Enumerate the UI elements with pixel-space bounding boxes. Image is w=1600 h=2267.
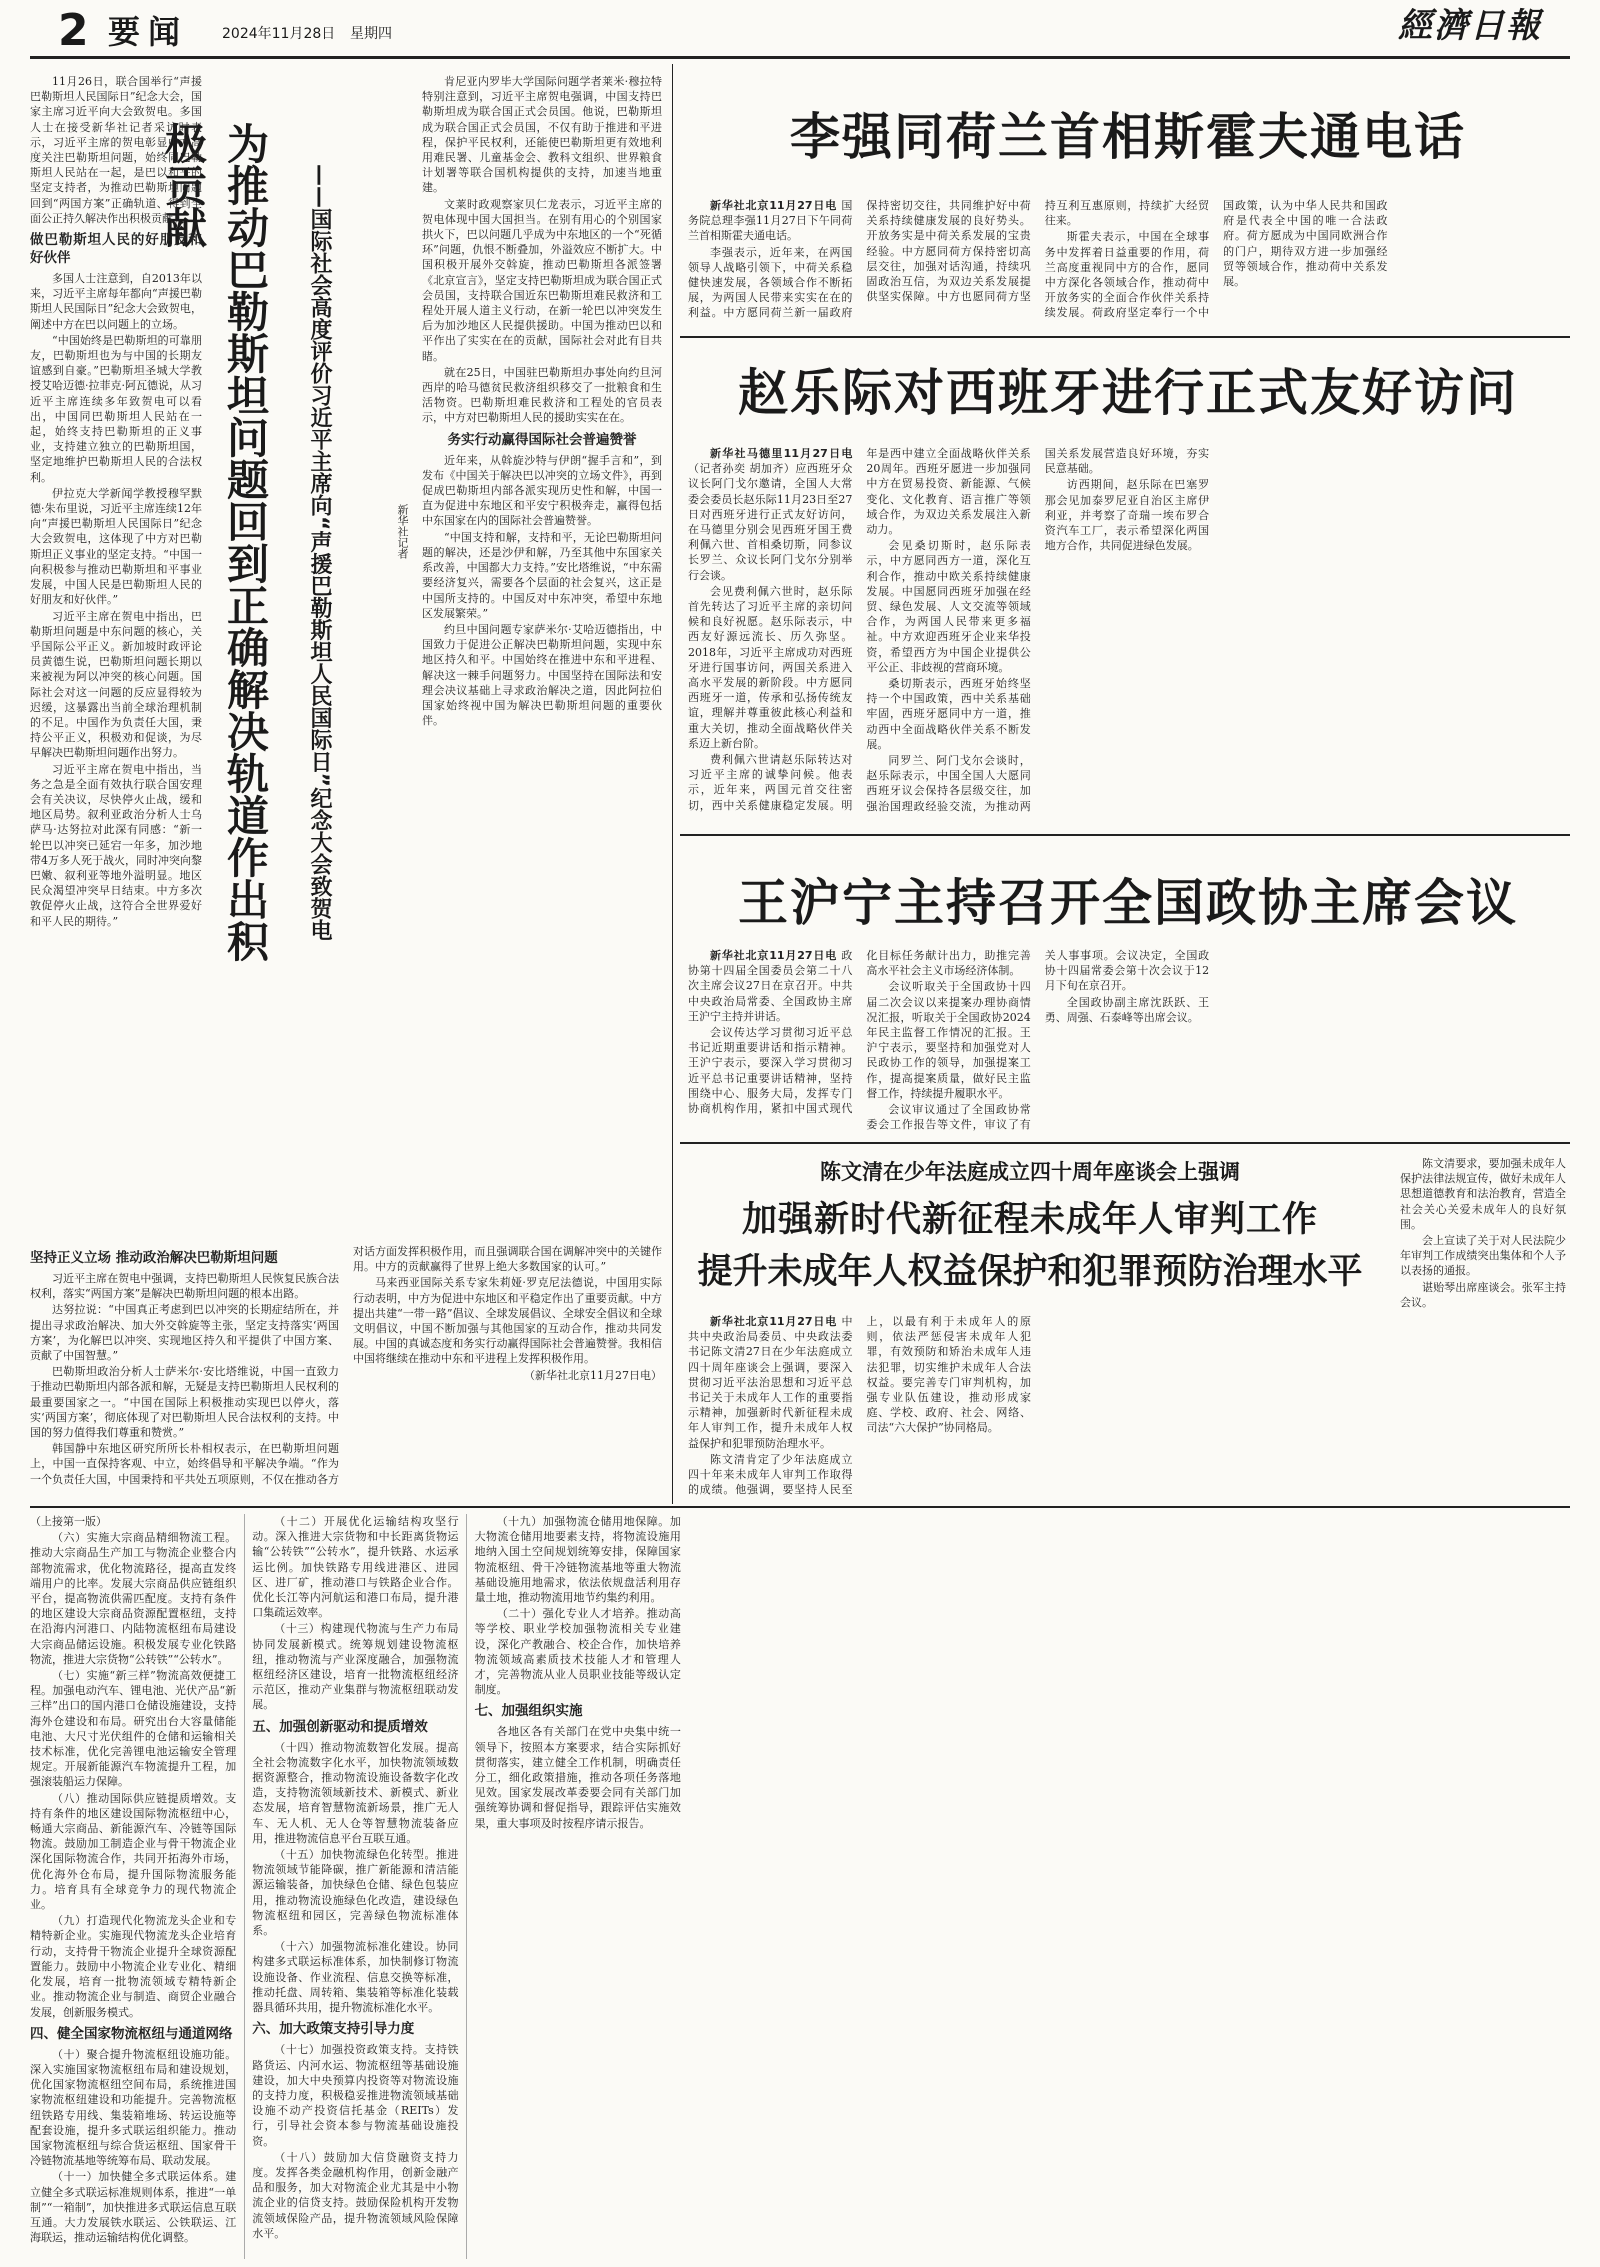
left-column-1 bbox=[30, 74, 202, 1234]
wang-paragraph: 会议传达学习贯彻习近平总书记近期重要讲话和指示精神。王沪宁表示，要深入学习贯彻习近平总书记重要讲话精神，坚持围绕中心、服务大局，发挥专门协商机构作用，紧扣中国式现代化目标任务献计出力，助推完善高水平社会主义市场经济体制。 bbox=[688, 949, 1031, 1116]
left-paragraph: 肯尼亚内罗毕大学国际问题学者莱米·穆拉特特别注意到，习近平主席贺电强调，中国支持巴勒斯坦成为联合国正式会员国。他说，巴勒斯坦成为联合国正式会员国，不仅有助于推进和平进程，保护平民权利，还能使巴勒斯坦更有效地利用难民署、儿童基金会、教科文组织、世界粮食计划署等联合国机构提供的支持，加速当地重建。 bbox=[422, 75, 662, 195]
left-paragraph: 达努拉说：“中国真正考虑到巴以冲突的长期症结所在，并提出寻求政治解决、加大外交斡旋等主张，坚定支持落实‘两国方案’，为化解巴以冲突、实现地区持久和平提供了中国方案、贡献了中国智慧。” bbox=[30, 1303, 339, 1363]
left-paragraph: 伊拉克大学新闻学教授穆罕默德·朱布里说，习近平主席连续12年向“声援巴勒斯坦人民国际日”纪念大会致贺电，这体现了中方对巴勒斯坦正义事业的坚定支持。“中国一向积极参与推动巴勒斯坦和平事业发展，中国人民是巴勒斯坦人民的好朋友和好伙伴。” bbox=[30, 486, 202, 607]
chen-paragraph: 谌贻琴出席座谈会。张军主持会议。 bbox=[1400, 1280, 1566, 1309]
masthead bbox=[0, 0, 1600, 62]
bottom-paragraph: （十九）加强物流仓储用地保障。加大物流仓储用地要素支持，将物流设施用地纳入国土空间规划统筹安排，保障国家物流枢纽、骨干冷链物流基地等重大物流基础设施用地需求，依法依规盘活利用存量土地，推动物流用地节约集约利用。 bbox=[474, 1515, 681, 1605]
left-bottom-block bbox=[30, 1244, 662, 1499]
bottom-intro: （上接第一版） bbox=[30, 1515, 107, 1528]
wang-paragraph: 会议审议通过了全国政协常委会工作报告等文件，审议了有关人事事项。会议决定，全国政协十四届常委会第十次会议于12月下旬在京召开。 bbox=[866, 949, 1210, 1132]
li-body bbox=[688, 198, 1566, 328]
article-zhao-leji bbox=[680, 342, 1570, 832]
wang-headline: 王沪宁主持召开全国政协主席会议 bbox=[738, 874, 1518, 932]
left-paragraph: “中国始终是巴勒斯坦的可靠朋友，巴勒斯坦也为与中国的长期友谊感到自豪。”巴勒斯坦圣城大学教授艾哈迈德·拉菲克·阿瓦德说，从习近平主席连续多年致贺电可以看出，中国同巴勒斯坦人民站在一起，始终支持巴勒斯坦的正义事业，支持建立独立的巴勒斯坦国，坚定地维护巴勒斯坦人民的合法权利。 bbox=[30, 333, 202, 484]
wang-body bbox=[688, 948, 1566, 1136]
issue-date: 2024年11月28日 bbox=[222, 26, 336, 42]
bottom-paragraph: （十五）加快物流绿色化转型。推进物流领域节能降碳，推广新能源和清洁能源运输装备，加快绿色仓储、绿色包装应用，推动物流设施绿色化改造，建设绿色物流枢纽和园区，完善绿色物流标准体系。 bbox=[252, 1848, 459, 1938]
left-paragraph: 马来西亚国际关系专家朱莉娅·罗克尼法德说，中国用实际行动表明，中方为促进中东地区和平稳定作出了重要贡献。中方提出共建“一带一路”倡议、全球发展倡议、全球安全倡议和全球文明倡议，中国不断加强与其他国家的互动合作，推动共同发展。中国的真诚态度和务实行动赢得国际社会普遍赞誉。我相信中国将继续在推动中东和平进程上发挥积极作用。 bbox=[353, 1276, 662, 1366]
divider-wang bbox=[680, 1142, 1570, 1144]
left-footer: （新华社北京11月27日电） bbox=[524, 1368, 662, 1382]
bottom-paragraph: （十一）加快健全多式联运体系。建立健全多式联运标准规则体系，推进“一单制”“一箱制”，加快推进多式联运信息互联互通。大力发展铁水联运、公铁联运、江海联运，推动运输结构优化调整。 bbox=[30, 2170, 237, 2245]
bottom-article bbox=[30, 1514, 1570, 2259]
wang-paragraph-text: 政协第十四届全国委员会第二十八次主席会议27日在京召开。中共中央政治局常委、全国政协主席王沪宁主持并讲话。 bbox=[688, 949, 853, 1023]
chen-paragraph: 会上宣读了关于对人民法院少年审判工作成绩突出集体和个人予以表扬的通报。 bbox=[1400, 1234, 1566, 1278]
chen-headline-line-2: 提升未成年人权益保护和犯罪预防治理水平 bbox=[697, 1252, 1363, 1292]
divider-zhao bbox=[680, 834, 1570, 836]
section-name: 要闻 bbox=[108, 13, 189, 51]
issue-weekday: 星期四 bbox=[350, 26, 392, 42]
paper-logo: 經濟日報 bbox=[1398, 6, 1542, 46]
li-paragraph: 斯霍夫表示，中国在全球事务中发挥着日益重要的作用，荷兰高度重视同中方的合作，愿同中方深化各领域合作，推动荷中开放务实的全面合作伙伴关系持续发展。荷政府坚定奉行一个中国政策，认为中华人民共和国政府是代表全中国的唯一合法政府。荷方愿成为中国同欧洲合作的门户，期待双方进一步加强经贸等领域合作，推动荷中关系发展。 bbox=[1044, 199, 1388, 320]
left-paragraph: 就在25日，中国驻巴勒斯坦办事处向约旦河西岸的哈马德贫民救济组织移交了一批粮食和生活物资。巴勒斯坦难民救济和工程处的官员表示，中方对巴勒斯坦人民的援助实实在在。 bbox=[422, 365, 662, 425]
zhao-headline: 赵乐际对西班牙进行正式友好访问 bbox=[738, 364, 1518, 422]
bottom-paragraph: （十二）开展优化运输结构攻坚行动。深入推进大宗货物和中长距离货物运输“公转铁”“公转水”，提升铁路、水运承运比例。加快铁路专用线进港区、进园区、进厂矿，推动港口与铁路企业合作。优化长江等内河航运和港口布局，提升港口集疏运效率。 bbox=[252, 1515, 459, 1620]
bottom-paragraph: 各地区各有关部门在党中央集中统一领导下，按照本方案要求，结合实际抓好贯彻落实，建立健全工作机制，明确责任分工，细化政策措施，推动各项任务落地见效。国家发展改革委要会同有关部门加强统筹协调和督促指导，跟踪评估实施效果，重大事项及时按程序请示报告。 bbox=[474, 1725, 681, 1830]
bottom-paragraph: （七）实施“新三样”物流高效便捷工程。加强电动汽车、锂电池、光伏产品“新三样”出口的国内港口仓储设施建设，支持海外仓建设和布局。研究出台大容量储能电池、大尺寸光伏组件的仓储和运输相关技术标准，优化完善锂电池运输安全管理规定。开展新能源汽车物流提升工程，加强滚装船运力保障。 bbox=[30, 1669, 237, 1789]
zhao-paragraph: 会见费利佩六世时，赵乐际首先转达了习近平主席的亲切问候和良好祝愿。赵乐际表示，中西友好源远流长、历久弥坚。2018年，习近平主席成功对西班牙进行国事访问，两国关系进入高水平发展的新阶段。中方愿同西班牙一道，传承和弘扬传统友谊，理解并尊重彼此核心利益和重大关切，推动全面战略伙伴关系迈上新台阶。 bbox=[688, 584, 853, 750]
left-subhead: ——国际社会高度评价习近平主席向“声援巴勒斯坦人民国际日”纪念大会致贺电 bbox=[307, 164, 332, 941]
bottom-paragraph: （六）实施大宗商品精细物流工程。推动大宗商品生产加工与物流企业整合内部物流需求，优化物流路径，提高直发终端用户的比率。发展大宗商品供应链组织平台，提高物流供需匹配度。支持有条件的地区建设大宗商品资源配置枢纽，支持在沿海内河港口、内陆物流枢纽布局建设大宗商品储运设施。积极发展专业化铁路物流，推进大宗货物“公转铁”“公转水”。 bbox=[30, 1531, 237, 1666]
article-chen-wenqing bbox=[680, 1146, 1570, 1504]
left-byline: 新华社记者 bbox=[396, 504, 409, 559]
left-section-3-heading: 务实行动赢得国际社会普遍赞誉 bbox=[447, 431, 637, 448]
chen-paragraph: 陈文清肯定了少年法庭成立四十年来未成年人审判工作取得的成绩。他强调，要坚持人民至上，以最有利于未成年人的原则，依法严惩侵害未成年人犯罪，有效预防和矫治未成年人违法犯罪，切实维护未成年人合法权益。要完善专门审判机构，加强专业队伍建设，推动形成家庭、学校、政府、社会、网络、司法“六大保护”协同格局。 bbox=[688, 1315, 1031, 1497]
li-paragraph-text: 国务院总理李强11月27日下午同荷兰首相斯霍夫通电话。 bbox=[688, 199, 853, 243]
left-paragraph: 文莱时政观察家贝仁龙表示，习近平主席的贺电体现中国大国担当。在别有用心的个别国家拱火下，巴以问题几乎成为中东地区的一个“死循环”问题，仇恨不断叠加，外溢效应不断扩大。中国积极开展外交斡旋，推动巴勒斯坦各派签署《北京宣言》，坚定支持巴勒斯坦成为联合国正式会员国，支持联合国近东巴勒斯坦难民救济和工程处开展人道主义行动，在新一轮巴以冲突发生后为加沙地区人民提供援助。中国为推动巴以和平作出了实实在在的贡献，国际社会对此有目共睹。 bbox=[422, 197, 662, 363]
left-headline: 为推动巴勒斯坦问题回到正确解决轨道作出积极贡献 bbox=[159, 122, 270, 962]
zhao-dateline: 新华社马德里11月27日电 bbox=[710, 447, 853, 460]
bottom-section-heading: 五、加强创新驱动和提质增效 bbox=[252, 1718, 428, 1735]
chen-body-lower bbox=[688, 1314, 1388, 1499]
left-paragraph: 近年来，从斡旋沙特与伊朗“握手言和”，到发布《中国关于解决巴以冲突的立场文件》，再到促成巴勒斯坦内部各派实现历史性和解，中国一直为促进中东地区和平安宁积极奔走，赢得包括中东国家在内的国际社会普遍赞誉。 bbox=[422, 453, 662, 528]
chen-dateline: 新华社北京11月27日电 bbox=[710, 1315, 838, 1328]
chen-paragraph-text: 中共中央政治局委员、中央政法委书记陈文清27日在少年法庭成立四十周年座谈会上强调，要深入贯彻习近平法治思想和习近平总书记关于未成年人工作的重要指示精神，加强新时代新征程未成年人审判工作，提升未成年人权益保护和犯罪预防治理水平。 bbox=[688, 1315, 853, 1450]
bottom-paragraph: （二十）强化专业人才培养。推动高等学校、职业学校加强物流相关专业建设，深化产教融合、校企合作，加快培养物流领域高素质技术技能人才和管理人才，完善物流从业人员职业技能等级认定制度。 bbox=[474, 1607, 681, 1697]
bottom-paragraph: （十四）推动物流数智化发展。提高全社会物流数字化水平，加快物流领域数据资源整合，推动物流设施设备数字化改造，支持物流领域新技术、新模式、新业态发展，培育智慧物流新场景，推广无人车、无人机、无人仓等智慧物流装备应用，推进物流信息平台互联互通。 bbox=[252, 1740, 459, 1845]
left-paragraph: 韩国静中东地区研究所所长朴相权表示，在巴勒斯坦问题上，中国一直保持客观、中立，始终倡导和平解决争端。“作为一个负责任大国，中国秉持和平共处五项原则，不仅在推动各方对话方面发挥积极作用，而且强调联合国在调解冲突中的关键作用。中方的贡献赢得了世界上绝大多数国家的认可。” bbox=[30, 1245, 662, 1486]
zhao-paragraph-text: （记者孙奕 胡加齐）应西班牙众议长阿门戈尔邀请，全国人大常委会委员长赵乐际11月23日至27日对西班牙进行正式友好访问，在马德里分别会见西班牙国王费利佩六世、首相桑切斯，同参议长罗兰、众议长阿门戈尔分别举行会谈。 bbox=[688, 462, 853, 582]
chen-paragraph: 陈文清要求，要加强未成年人保护法律法规宣传，做好未成年人思想道德教育和法治教育，营造全社会关心关爱未成年人的良好氛围。 bbox=[1400, 1157, 1566, 1231]
zhao-paragraph bbox=[688, 446, 852, 583]
bottom-section-heading: 七、加强组织实施 bbox=[474, 1703, 583, 1720]
chen-kicker: 陈文清在少年法庭成立四十周年座谈会上强调 bbox=[820, 1160, 1240, 1184]
bottom-section-heading: 四、健全国家物流枢纽与通道网络 bbox=[30, 2025, 233, 2042]
left-paragraph: 习近平主席在贺电中强调，支持巴勒斯坦人民恢复民族合法权利，落实“两国方案”是解决巴勒斯坦问题的根本出路。 bbox=[30, 1272, 339, 1301]
bottom-paragraph: （十三）构建现代物流与生产力布局协同发展新模式。统筹规划建设物流枢纽，推动物流与产业深度融合，加强物流枢纽经济区建设，培育一批物流枢纽经济示范区，推动产业集群与物流枢纽联动发展。 bbox=[252, 1622, 459, 1712]
left-paragraph: 多国人士注意到，自2013年以来，习近平主席每年都向“声援巴勒斯坦人民国际日”纪念大会致贺电，阐述中方在巴以问题上的立场。 bbox=[30, 272, 202, 331]
li-headline: 李强同荷兰首相斯霍夫通电话 bbox=[790, 108, 1466, 166]
bottom-paragraph: （十）聚合提升物流枢纽设施功能。深入实施国家物流枢纽布局和建设规划，优化国家物流枢纽空间布局，系统推进国家物流枢纽建设和功能提升。完善物流枢纽铁路专用线、集装箱堆场、转运设施等配套设施，提升多式联运组织能力。推动国家物流枢纽与综合货运枢纽、国家骨干冷链物流基地等统筹布局、联动发展。 bbox=[30, 2047, 237, 2168]
bottom-paragraph: （九）打造现代化物流龙头企业和专精特新企业。实施现代物流龙头企业培育行动，支持骨干物流企业提升全球资源配置能力。鼓励中小物流企业专业化、精细化发展，培育一批物流领域专精特新企业。推动物流企业与制造、商贸企业融合发展，创新服务模式。 bbox=[30, 1914, 237, 2019]
li-paragraph: 李强表示，近年来，在两国领导人战略引领下，中荷关系稳健快速发展，各领域合作不断拓展，为两国人民带来实实在在的利益。中方愿同荷兰新一届政府保持密切交往，共同维护好中荷关系持续健康发展的良好势头。开放务实是中荷关系发展的宝贵经验。中方愿同荷方保持密切高层交往，加强对话沟通，持续巩固政治互信，为双边关系发展提供坚实保障。中方也愿同荷方坚持互利互惠原则，持续扩大经贸往来。 bbox=[688, 199, 1210, 320]
bottom-paragraph: （八）推动国际供应链提质增效。支持有条件的地区建设国际物流枢纽中心，畅通大宗商品、新能源汽车、冷链等国际物流。鼓励加工制造企业与骨干物流企业深化国际物流合作，共同开拓海外市场，优化海外仓布局，提升国际物流服务能力。培育具有全球竞争力的现代物流企业。 bbox=[30, 1791, 237, 1912]
chen-paragraph bbox=[688, 1314, 853, 1451]
zhao-body bbox=[688, 446, 1566, 826]
wang-dateline: 新华社北京11月27日电 bbox=[710, 949, 838, 962]
zhao-paragraph: 会见桑切斯时，赵乐际表示，中方愿同西方一道，深化互利合作，推动中欧关系持续健康发展。中国愿同西班牙加强在经贸、绿色发展、人文交流等领域合作，为两国人民带来更多福祉。中方欢迎西班牙企业来华投资，希望西方为中国企业提供公平公正、非歧视的营商环境。 bbox=[866, 539, 1031, 674]
article-li-qiang bbox=[680, 64, 1570, 334]
column-divider bbox=[672, 64, 673, 1504]
left-lead: 11月26日，联合国举行“声援巴勒斯坦人民国际日”纪念大会，国家主席习近平向大会致贺电。多国人士在接受新华社记者采访时表示，习近平主席的贺电彰显中方高度关注巴勒斯坦问题，始终同巴勒斯坦人民站在一起，是巴以和平的坚定支持者，为推动巴勒斯坦问题回到“两国方案”正确轨道、得到全面公正持久解决作出积极贡献。 bbox=[30, 75, 202, 225]
divider-li bbox=[680, 336, 1570, 338]
left-paragraph: 巴勒斯坦政治分析人士萨米尔·安比塔维说，中国一直致力于推动巴勒斯坦内部各派和解，无疑是支持巴勒斯坦人民权利的最重要国家之一。“中国在国际上积极推动实现巴以停火，落实‘两国方案’，彻底体现了对巴勒斯坦人民合法权利的支持。中国的努力值得我们尊重和赞赏。” bbox=[30, 1365, 339, 1440]
left-section-1-heading: 做巴勒斯坦人民的好朋友和好伙伴 bbox=[30, 232, 202, 267]
bottom-section-rule bbox=[30, 1506, 1570, 1508]
li-dateline: 新华社北京11月27日电 bbox=[710, 199, 838, 212]
left-paragraph: 约旦中国问题专家萨米尔·艾哈迈德指出，中国致力于促进公正解决巴勒斯坦问题，实现中东地区持久和平。中国始终在推进中东和平进程、解决这一棘手问题努力。中国坚持在国际法和安理会决议基础上寻求政治解决之道，因此阿拉伯国家始终视中国为解决巴勒斯坦问题的重要伙伴。 bbox=[422, 622, 662, 728]
bottom-paragraph: （十六）加强物流标准化建设。协同构建多式联运标准体系，加快制修订物流设施设备、作业流程、信息交换等标准，推动托盘、周转箱、集装箱等标准化装载器具循环共用，提升物流标准化水平。 bbox=[252, 1940, 459, 2015]
bottom-paragraph: （十七）加强投资政策支持。支持铁路货运、内河水运、物流枢纽等基础设施建设，加大中央预算内投资等对物流设施的支持力度，积极稳妥推进物流领域基础设施不动产投资信托基金（REITs）发行，引导社会资本参与物流基础设施投资。 bbox=[252, 2043, 459, 2148]
li-paragraph bbox=[688, 198, 852, 244]
left-paragraph: 习近平主席在贺电中指出，当务之急是全面有效执行联合国安理会有关决议，尽快停火止战，缓和地区局势。叙利亚政治分析人士乌萨马·达努拉对此深有同感：“新一轮巴以冲突已延宕一年多，加沙地带4万多人死于战火，同时冲突向黎巴嫩、叙利亚等地外溢明显。地区民众渴望冲突早日结束。中方多次敦促停火止战，这符合全世界爱好和平人民的期待。” bbox=[30, 762, 202, 928]
chen-body-right bbox=[1400, 1156, 1566, 1496]
masthead-rule bbox=[30, 56, 1570, 59]
chen-headline-line-1: 加强新时代新征程未成年人审判工作 bbox=[741, 1200, 1318, 1240]
zhao-paragraph: 访西期间，赵乐际在巴塞罗那会见加泰罗尼亚自治区主席伊利亚，并考察了奇瑞一埃布罗合资汽车工厂，表示希望深化两国地方合作，共同促进绿色发展。 bbox=[1044, 478, 1210, 553]
page-number: 2 bbox=[58, 5, 91, 56]
bottom-paragraph: （十八）鼓励加大信贷融资支持力度。发挥各类金融机构作用，创新金融产品和服务，加大对物流企业尤其是中小物流企业的信贷支持。鼓励保险机构开发物流领域保险产品，提升物流领域风险保障水平。 bbox=[252, 2150, 459, 2240]
zhao-paragraph: 桑切斯表示，西班牙始终坚持一个中国政策，西中关系基础牢固，西班牙愿同中方一道，推动西中全面战略伙伴关系不断发展。 bbox=[866, 677, 1031, 751]
zhao-paragraph: 费利佩六世请赵乐际转达对习近平主席的诚挚问候。他表示，近年来，两国元首交往密切，西中关系健康稳定发展。明年是西中建立全面战略伙伴关系20周年。西班牙愿进一步加强同中方在贸易投资、新能源、气候变化、文化教育、语言推广等领域合作，为双边关系发展注入新动力。 bbox=[688, 447, 1031, 812]
left-article bbox=[30, 64, 668, 1504]
wang-paragraph: 全国政协副主席沈跃跃、王勇、周强、石泰峰等出席会议。 bbox=[1044, 995, 1210, 1024]
zhao-paragraph: 同罗兰、阿门戈尔会谈时，赵乐际表示，中国全国人大愿同西班牙议会保持各层级交往，加强治国理政经验交流，为推动两国关系发展营造良好环境，夯实民意基础。 bbox=[866, 447, 1210, 813]
bottom-section-heading: 六、加大政策支持引导力度 bbox=[252, 2021, 415, 2038]
wang-paragraph: 会议听取关于全国政协十四届二次会议以来提案办理协商情况汇报，听取关于全国政协2024年民主监督工作情况的汇报。王沪宁表示，要坚持和加强党对人民政协工作的领导，加强提案工作，提高提案质量，做好民主监督工作，持续提升履职水平。 bbox=[866, 980, 1031, 1100]
wang-paragraph bbox=[688, 948, 852, 1024]
article-wang-huning bbox=[680, 840, 1570, 1140]
left-paragraph: 习近平主席在贺电中指出，巴勒斯坦问题是中东问题的核心，关乎国际公平正义。新加坡时政评论员黄德生说，巴勒斯坦问题长期以来被视为阿以冲突的核心问题。国际社会对这一问题的反应显得较为迟缓，这暴露出当前全球治理机制的不足。中国作为负责任大国，秉持公平正义，积极劝和促谈，为尽早解决巴勒斯坦问题作出努力。 bbox=[30, 609, 202, 760]
left-paragraph: “中国支持和解，支持和平，无论巴勒斯坦问题的解决，还是沙伊和解，乃至其他中东国家关系改善，中国都大力支持。”安比塔维说，“中东需要经济复兴，需要各个层面的社会复兴，这正是中国所支持的。中国反对中东冲突，希望中东地区发展繁荣。” bbox=[422, 530, 662, 620]
left-column-2 bbox=[422, 74, 662, 1194]
left-section-2-heading: 坚持正义立场 推动政治解决巴勒斯坦问题 bbox=[30, 1250, 278, 1266]
